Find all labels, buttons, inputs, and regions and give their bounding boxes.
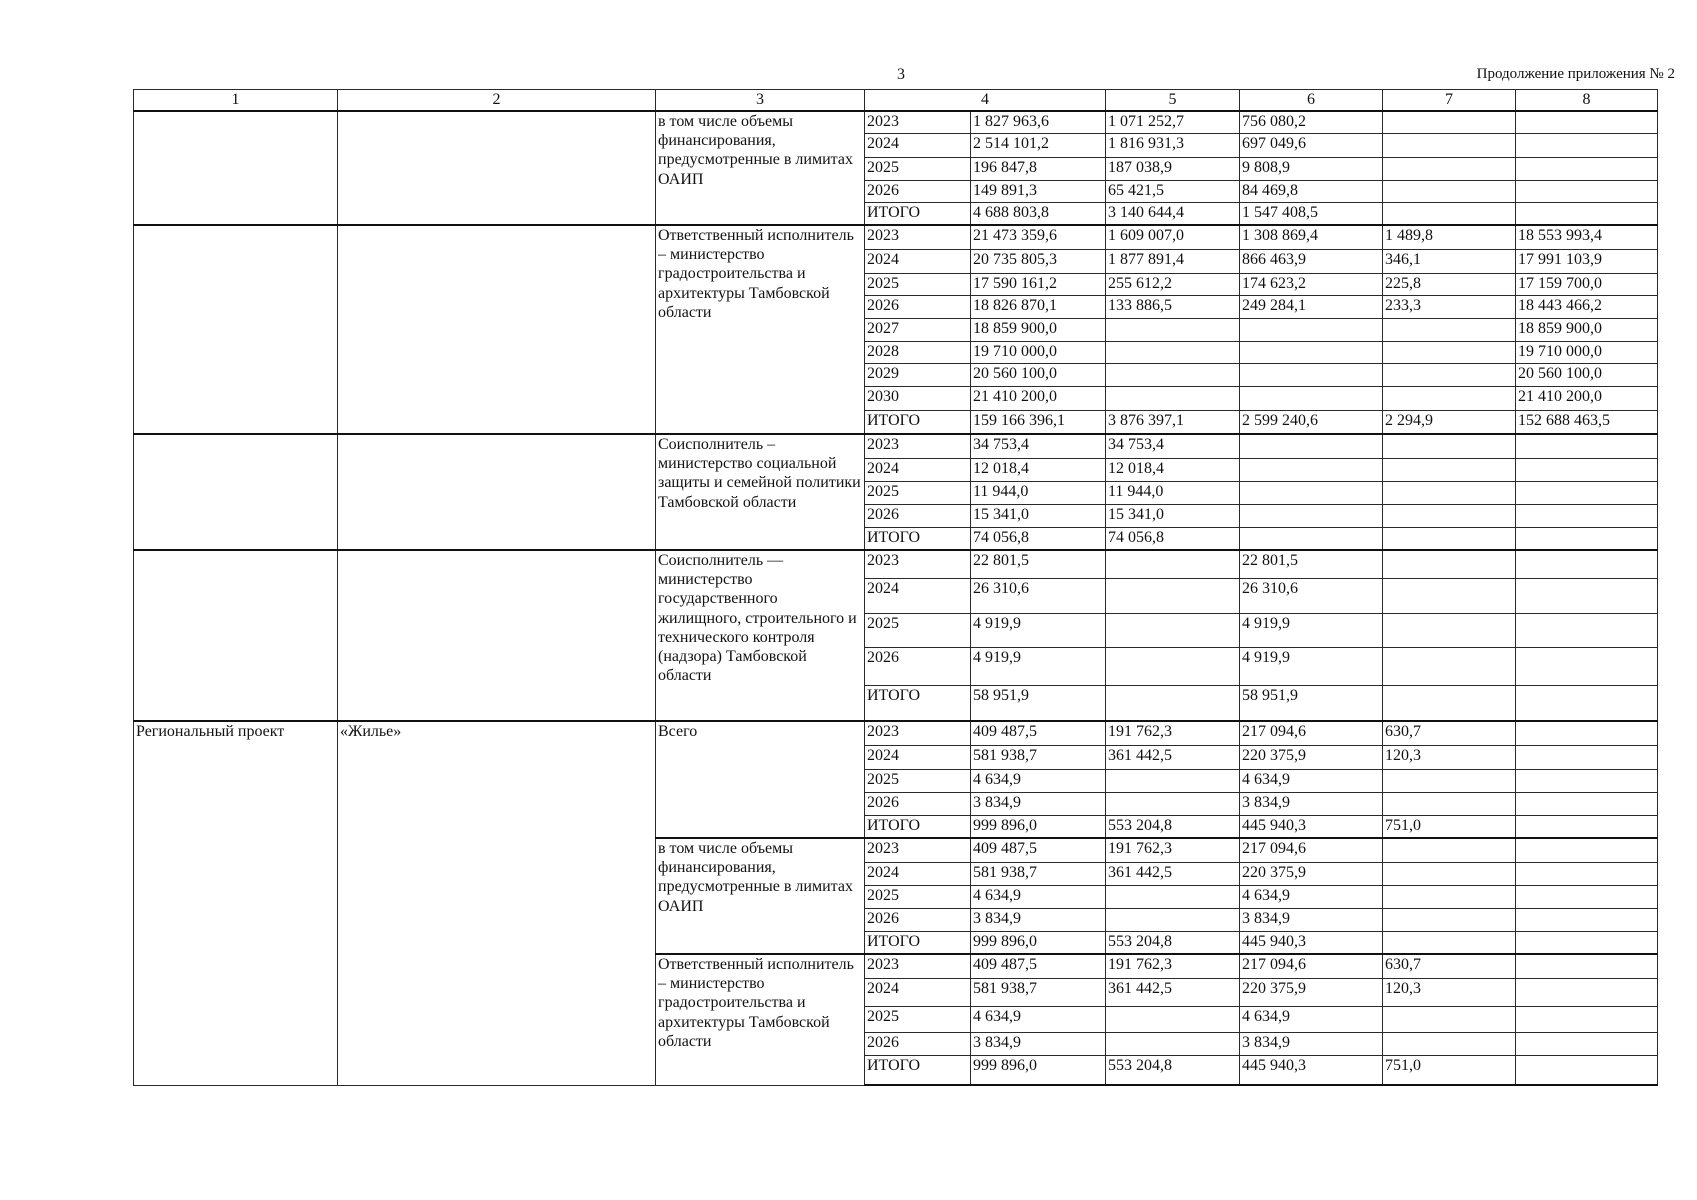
total-cell: 999 896,0 — [971, 931, 1106, 954]
regional-cell: 26 310,6 — [1240, 578, 1383, 613]
other-cell — [1516, 111, 1658, 133]
total-cell: 409 487,5 — [971, 954, 1106, 978]
federal-cell — [1106, 341, 1240, 363]
year-cell: 2026 — [865, 908, 971, 931]
other-cell — [1516, 978, 1658, 1006]
other-cell: 152 688 463,5 — [1516, 410, 1658, 434]
executor-label-cell: Ответственный исполнитель – министерство градостроительства и архитектуры Тамбовской области — [656, 954, 865, 1085]
other-cell — [1516, 885, 1658, 908]
regional-cell: 445 940,3 — [1240, 815, 1383, 838]
year-cell: 2026 — [865, 504, 971, 527]
local-cell — [1383, 685, 1516, 721]
local-cell — [1383, 862, 1516, 885]
federal-cell: 133 886,5 — [1106, 295, 1240, 318]
year-cell: ИТОГО — [865, 931, 971, 954]
total-cell: 999 896,0 — [971, 1055, 1106, 1085]
other-cell — [1516, 434, 1658, 458]
total-cell: 4 919,9 — [971, 647, 1106, 685]
regional-cell: 3 834,9 — [1240, 1032, 1383, 1055]
executor-label-cell: Соисполнитель – министерство социальной защиты и семейной политики Тамбовской области — [656, 434, 865, 550]
local-cell — [1383, 434, 1516, 458]
column-header-3: 3 — [656, 90, 865, 112]
other-cell — [1516, 578, 1658, 613]
local-cell: 751,0 — [1383, 815, 1516, 838]
other-cell — [1516, 862, 1658, 885]
other-cell — [1516, 1032, 1658, 1055]
total-cell: 3 834,9 — [971, 908, 1106, 931]
local-cell — [1383, 550, 1516, 578]
federal-cell: 65 421,5 — [1106, 180, 1240, 202]
federal-cell: 3 140 644,4 — [1106, 202, 1240, 225]
local-cell — [1383, 504, 1516, 527]
regional-cell: 217 094,6 — [1240, 954, 1383, 978]
other-cell — [1516, 504, 1658, 527]
year-cell: 2023 — [865, 434, 971, 458]
regional-cell: 58 951,9 — [1240, 685, 1383, 721]
total-cell: 3 834,9 — [971, 792, 1106, 815]
regional-cell: 3 834,9 — [1240, 908, 1383, 931]
local-cell — [1383, 341, 1516, 363]
regional-cell: 866 463,9 — [1240, 249, 1383, 273]
regional-cell — [1240, 386, 1383, 410]
other-cell — [1516, 792, 1658, 815]
other-cell: 18 859 900,0 — [1516, 318, 1658, 341]
local-cell — [1383, 527, 1516, 550]
local-cell — [1383, 202, 1516, 225]
year-cell: 2023 — [865, 111, 971, 133]
year-cell: ИТОГО — [865, 685, 971, 721]
other-cell — [1516, 133, 1658, 157]
year-cell: ИТОГО — [865, 202, 971, 225]
total-cell: 17 590 161,2 — [971, 273, 1106, 295]
federal-cell — [1106, 386, 1240, 410]
regional-cell: 4 919,9 — [1240, 613, 1383, 647]
year-cell: 2024 — [865, 133, 971, 157]
column-header-5: 5 — [1106, 90, 1240, 112]
federal-cell — [1106, 792, 1240, 815]
year-cell: 2025 — [865, 481, 971, 504]
year-cell: ИТОГО — [865, 1055, 971, 1085]
regional-cell: 4 634,9 — [1240, 1006, 1383, 1032]
executor-label-cell: Всего — [656, 721, 865, 838]
federal-cell: 12 018,4 — [1106, 458, 1240, 481]
local-cell — [1383, 931, 1516, 954]
federal-cell: 191 762,3 — [1106, 721, 1240, 745]
other-cell — [1516, 157, 1658, 180]
year-cell: 2029 — [865, 363, 971, 386]
year-cell: 2025 — [865, 885, 971, 908]
other-cell: 18 553 993,4 — [1516, 225, 1658, 249]
regional-cell: 1 308 869,4 — [1240, 225, 1383, 249]
total-cell: 11 944,0 — [971, 481, 1106, 504]
other-cell — [1516, 202, 1658, 225]
total-cell: 4 688 803,8 — [971, 202, 1106, 225]
local-cell — [1383, 318, 1516, 341]
regional-cell — [1240, 341, 1383, 363]
regional-cell: 4 634,9 — [1240, 885, 1383, 908]
total-cell: 2 514 101,2 — [971, 133, 1106, 157]
row-name-cell — [338, 550, 656, 721]
column-header-1: 1 — [134, 90, 338, 112]
column-header-4: 4 — [865, 90, 1106, 112]
other-cell — [1516, 481, 1658, 504]
other-cell: 20 560 100,0 — [1516, 363, 1658, 386]
column-header-6: 6 — [1240, 90, 1383, 112]
table-row — [134, 434, 1658, 458]
local-cell — [1383, 1006, 1516, 1032]
executor-label-cell: Ответственный исполнитель – министерство градостроительства и архитектуры Тамбовской области — [656, 225, 865, 434]
year-cell: 2028 — [865, 341, 971, 363]
federal-cell: 553 204,8 — [1106, 931, 1240, 954]
federal-cell — [1106, 1032, 1240, 1055]
executor-label-cell: в том числе объемы финансирования, предусмотренные в лимитах ОАИП — [656, 838, 865, 954]
other-cell: 17 991 103,9 — [1516, 249, 1658, 273]
other-cell — [1516, 838, 1658, 862]
local-cell: 120,3 — [1383, 978, 1516, 1006]
federal-cell — [1106, 769, 1240, 792]
regional-cell: 756 080,2 — [1240, 111, 1383, 133]
year-cell: ИТОГО — [865, 527, 971, 550]
other-cell — [1516, 458, 1658, 481]
other-cell — [1516, 647, 1658, 685]
year-cell: 2026 — [865, 792, 971, 815]
year-cell: 2026 — [865, 180, 971, 202]
table-row — [134, 111, 1658, 133]
regional-cell: 84 469,8 — [1240, 180, 1383, 202]
year-cell: 2026 — [865, 1032, 971, 1055]
row-section-cell — [134, 225, 338, 434]
federal-cell — [1106, 363, 1240, 386]
table-row — [134, 550, 1658, 578]
regional-cell — [1240, 434, 1383, 458]
other-cell — [1516, 550, 1658, 578]
local-cell — [1383, 180, 1516, 202]
federal-cell — [1106, 318, 1240, 341]
row-name-cell: «Жилье» — [338, 721, 656, 1085]
financing-table — [133, 89, 1658, 1086]
regional-cell — [1240, 363, 1383, 386]
local-cell: 1 489,8 — [1383, 225, 1516, 249]
total-cell: 159 166 396,1 — [971, 410, 1106, 434]
federal-cell: 553 204,8 — [1106, 1055, 1240, 1085]
regional-cell: 4 634,9 — [1240, 769, 1383, 792]
local-cell: 346,1 — [1383, 249, 1516, 273]
total-cell: 12 018,4 — [971, 458, 1106, 481]
total-cell: 4 634,9 — [971, 1006, 1106, 1032]
federal-cell — [1106, 908, 1240, 931]
other-cell: 18 443 466,2 — [1516, 295, 1658, 318]
other-cell — [1516, 815, 1658, 838]
column-header-7: 7 — [1383, 90, 1516, 112]
local-cell — [1383, 885, 1516, 908]
year-cell: 2025 — [865, 1006, 971, 1032]
local-cell: 233,3 — [1383, 295, 1516, 318]
year-cell: 2025 — [865, 273, 971, 295]
executor-label-cell: в том числе объемы финансирования, предусмотренные в лимитах ОАИП — [656, 111, 865, 225]
regional-cell: 220 375,9 — [1240, 745, 1383, 769]
local-cell — [1383, 792, 1516, 815]
year-cell: ИТОГО — [865, 410, 971, 434]
local-cell — [1383, 908, 1516, 931]
total-cell: 58 951,9 — [971, 685, 1106, 721]
total-cell: 4 634,9 — [971, 885, 1106, 908]
year-cell: 2025 — [865, 769, 971, 792]
other-cell — [1516, 527, 1658, 550]
regional-cell: 697 049,6 — [1240, 133, 1383, 157]
local-cell: 225,8 — [1383, 273, 1516, 295]
regional-cell: 220 375,9 — [1240, 978, 1383, 1006]
row-section-cell — [134, 550, 338, 721]
local-cell: 751,0 — [1383, 1055, 1516, 1085]
federal-cell: 3 876 397,1 — [1106, 410, 1240, 434]
total-cell: 20 735 805,3 — [971, 249, 1106, 273]
regional-cell: 220 375,9 — [1240, 862, 1383, 885]
total-cell: 74 056,8 — [971, 527, 1106, 550]
total-cell: 409 487,5 — [971, 721, 1106, 745]
other-cell — [1516, 954, 1658, 978]
total-cell: 19 710 000,0 — [971, 341, 1106, 363]
year-cell: ИТОГО — [865, 815, 971, 838]
page-number: 3 — [897, 66, 905, 83]
regional-cell: 4 919,9 — [1240, 647, 1383, 685]
total-cell: 4 919,9 — [971, 613, 1106, 647]
total-cell: 22 801,5 — [971, 550, 1106, 578]
local-cell — [1383, 386, 1516, 410]
total-cell: 18 826 870,1 — [971, 295, 1106, 318]
row-name-cell — [338, 225, 656, 434]
other-cell — [1516, 721, 1658, 745]
regional-cell — [1240, 481, 1383, 504]
other-cell — [1516, 745, 1658, 769]
row-section-cell: Региональный проект — [134, 721, 338, 1085]
federal-cell — [1106, 685, 1240, 721]
total-cell: 196 847,8 — [971, 157, 1106, 180]
table-row — [134, 721, 1658, 745]
year-cell: 2030 — [865, 386, 971, 410]
federal-cell — [1106, 885, 1240, 908]
federal-cell: 191 762,3 — [1106, 838, 1240, 862]
local-cell: 630,7 — [1383, 954, 1516, 978]
total-cell: 581 938,7 — [971, 862, 1106, 885]
regional-cell — [1240, 527, 1383, 550]
year-cell: 2025 — [865, 157, 971, 180]
federal-cell: 255 612,2 — [1106, 273, 1240, 295]
federal-cell: 191 762,3 — [1106, 954, 1240, 978]
federal-cell — [1106, 613, 1240, 647]
row-name-cell — [338, 111, 656, 225]
executor-label-cell: Соисполнитель — министерство государственного жилищного, строительного и технического контроля (надзора) Тамбовской области — [656, 550, 865, 721]
year-cell: 2023 — [865, 550, 971, 578]
year-cell: 2026 — [865, 647, 971, 685]
continuation-label: Продолжение приложения № 2 — [1476, 66, 1675, 82]
total-cell: 4 634,9 — [971, 769, 1106, 792]
other-cell — [1516, 180, 1658, 202]
regional-cell: 3 834,9 — [1240, 792, 1383, 815]
local-cell — [1383, 458, 1516, 481]
local-cell — [1383, 647, 1516, 685]
row-name-cell — [338, 434, 656, 550]
year-cell: 2023 — [865, 225, 971, 249]
local-cell — [1383, 111, 1516, 133]
total-cell: 20 560 100,0 — [971, 363, 1106, 386]
federal-cell: 1 071 252,7 — [1106, 111, 1240, 133]
total-cell: 581 938,7 — [971, 978, 1106, 1006]
year-cell: 2027 — [865, 318, 971, 341]
federal-cell: 1 816 931,3 — [1106, 133, 1240, 157]
local-cell — [1383, 769, 1516, 792]
federal-cell: 187 038,9 — [1106, 157, 1240, 180]
other-cell: 17 159 700,0 — [1516, 273, 1658, 295]
local-cell — [1383, 481, 1516, 504]
total-cell: 21 473 359,6 — [971, 225, 1106, 249]
other-cell — [1516, 613, 1658, 647]
federal-cell — [1106, 550, 1240, 578]
year-cell: 2023 — [865, 954, 971, 978]
other-cell — [1516, 685, 1658, 721]
total-cell: 15 341,0 — [971, 504, 1106, 527]
local-cell: 2 294,9 — [1383, 410, 1516, 434]
year-cell: 2024 — [865, 578, 971, 613]
year-cell: 2024 — [865, 249, 971, 273]
other-cell — [1516, 769, 1658, 792]
regional-cell — [1240, 318, 1383, 341]
other-cell — [1516, 908, 1658, 931]
regional-cell — [1240, 458, 1383, 481]
federal-cell — [1106, 647, 1240, 685]
local-cell — [1383, 133, 1516, 157]
column-header-2: 2 — [338, 90, 656, 112]
federal-cell: 1 877 891,4 — [1106, 249, 1240, 273]
local-cell — [1383, 613, 1516, 647]
year-cell: 2024 — [865, 745, 971, 769]
regional-cell — [1240, 504, 1383, 527]
federal-cell: 361 442,5 — [1106, 978, 1240, 1006]
federal-cell: 34 753,4 — [1106, 434, 1240, 458]
year-cell: 2025 — [865, 613, 971, 647]
local-cell — [1383, 1032, 1516, 1055]
row-section-cell — [134, 111, 338, 225]
regional-cell: 1 547 408,5 — [1240, 202, 1383, 225]
regional-cell: 217 094,6 — [1240, 721, 1383, 745]
local-cell: 630,7 — [1383, 721, 1516, 745]
total-cell: 999 896,0 — [971, 815, 1106, 838]
federal-cell: 361 442,5 — [1106, 745, 1240, 769]
federal-cell — [1106, 1006, 1240, 1032]
local-cell — [1383, 838, 1516, 862]
federal-cell: 1 609 007,0 — [1106, 225, 1240, 249]
header-row — [134, 90, 1658, 112]
local-cell — [1383, 578, 1516, 613]
year-cell: 2026 — [865, 295, 971, 318]
year-cell: 2024 — [865, 978, 971, 1006]
local-cell — [1383, 363, 1516, 386]
other-cell — [1516, 931, 1658, 954]
total-cell: 1 827 963,6 — [971, 111, 1106, 133]
other-cell: 19 710 000,0 — [1516, 341, 1658, 363]
year-cell: 2024 — [865, 862, 971, 885]
total-cell: 34 753,4 — [971, 434, 1106, 458]
regional-cell: 2 599 240,6 — [1240, 410, 1383, 434]
column-header-8: 8 — [1516, 90, 1658, 112]
local-cell — [1383, 157, 1516, 180]
federal-cell: 361 442,5 — [1106, 862, 1240, 885]
federal-cell: 74 056,8 — [1106, 527, 1240, 550]
total-cell: 3 834,9 — [971, 1032, 1106, 1055]
total-cell: 21 410 200,0 — [971, 386, 1106, 410]
federal-cell — [1106, 578, 1240, 613]
total-cell: 18 859 900,0 — [971, 318, 1106, 341]
regional-cell: 22 801,5 — [1240, 550, 1383, 578]
regional-cell: 174 623,2 — [1240, 273, 1383, 295]
table-row — [134, 225, 1658, 249]
year-cell: 2023 — [865, 838, 971, 862]
year-cell: 2023 — [865, 721, 971, 745]
year-cell: 2024 — [865, 458, 971, 481]
other-cell — [1516, 1006, 1658, 1032]
local-cell: 120,3 — [1383, 745, 1516, 769]
row-section-cell — [134, 434, 338, 550]
federal-cell: 553 204,8 — [1106, 815, 1240, 838]
regional-cell: 249 284,1 — [1240, 295, 1383, 318]
regional-cell: 9 808,9 — [1240, 157, 1383, 180]
federal-cell: 15 341,0 — [1106, 504, 1240, 527]
total-cell: 409 487,5 — [971, 838, 1106, 862]
total-cell: 26 310,6 — [971, 578, 1106, 613]
federal-cell: 11 944,0 — [1106, 481, 1240, 504]
regional-cell: 445 940,3 — [1240, 931, 1383, 954]
total-cell: 581 938,7 — [971, 745, 1106, 769]
regional-cell: 445 940,3 — [1240, 1055, 1383, 1085]
other-cell: 21 410 200,0 — [1516, 386, 1658, 410]
other-cell — [1516, 1055, 1658, 1085]
total-cell: 149 891,3 — [971, 180, 1106, 202]
regional-cell: 217 094,6 — [1240, 838, 1383, 862]
